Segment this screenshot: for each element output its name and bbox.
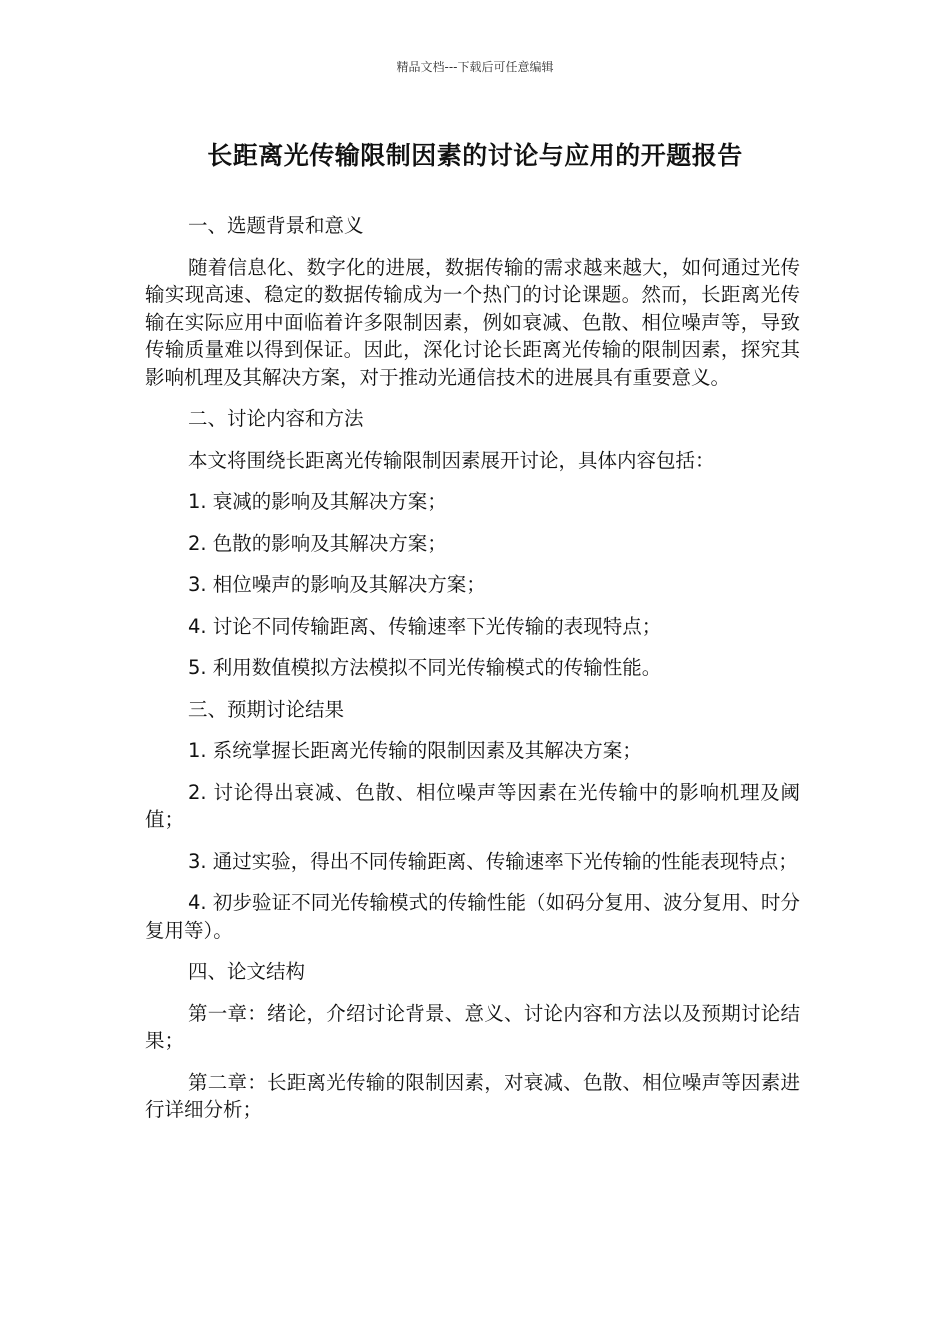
list-item: 3. 相位噪声的影响及其解决方案； bbox=[188, 573, 486, 596]
list-item: 2. 讨论得出衰减、色散、相位噪声等因素在光传输中的影响机理及阈值； bbox=[145, 780, 800, 831]
list-item: 第一章：绪论，介绍讨论背景、意义、讨论内容和方法以及预期讨论结果； bbox=[145, 1001, 800, 1052]
list-item: 1. 衰减的影响及其解决方案； bbox=[188, 490, 447, 513]
document-title: 长距离光传输限制因素的讨论与应用的开题报告 bbox=[207, 141, 743, 170]
document-body bbox=[145, 212, 800, 1138]
list-item: 1. 系统掌握长距离光传输的限制因素及其解决方案； bbox=[188, 739, 642, 762]
section-1-paragraph: 随着信息化、数字化的进展，数据传输的需求越来越大，如何通过光传输实现高速、稳定的数据传输成为一个热门的讨论课题。然而，长距离光传输在实际应用中面临着许多限制因素，例如衰减、色散、相位噪声等，导致传输质量难以得到保证。因此，深化讨论长距离光传输的限制因素，探究其影响机理及其解决方案，对于推动光通信技术的进展具有重要意义。 bbox=[145, 255, 800, 389]
section-1-heading: 一、选题背景和意义 bbox=[188, 214, 364, 237]
section-2-heading: 二、讨论内容和方法 bbox=[188, 407, 364, 430]
list-item: 第二章：长距离光传输的限制因素，对衰减、色散、相位噪声等因素进行详细分析； bbox=[145, 1070, 800, 1121]
list-item: 2. 色散的影响及其解决方案； bbox=[188, 531, 447, 555]
list-item: 3. 通过实验，得出不同传输距离、传输速率下光传输的性能表现特点； bbox=[188, 849, 798, 873]
section-4-heading: 四、论文结构 bbox=[188, 960, 306, 983]
section-3-heading: 三、预期讨论结果 bbox=[188, 697, 345, 721]
list-item: 4. 初步验证不同光传输模式的传输性能（如码分复用、波分复用、时分复用等）。 bbox=[145, 891, 800, 942]
list-item: 5. 利用数值模拟方法模拟不同光传输模式的传输性能。 bbox=[188, 656, 662, 679]
page-header-note: 精品文档---下载后可任意编辑 bbox=[396, 60, 554, 74]
section-2-intro: 本文将围绕长距离光传输限制因素展开讨论，具体内容包括： bbox=[188, 448, 715, 472]
list-item: 4. 讨论不同传输距离、传输速率下光传输的表现特点； bbox=[188, 614, 662, 638]
